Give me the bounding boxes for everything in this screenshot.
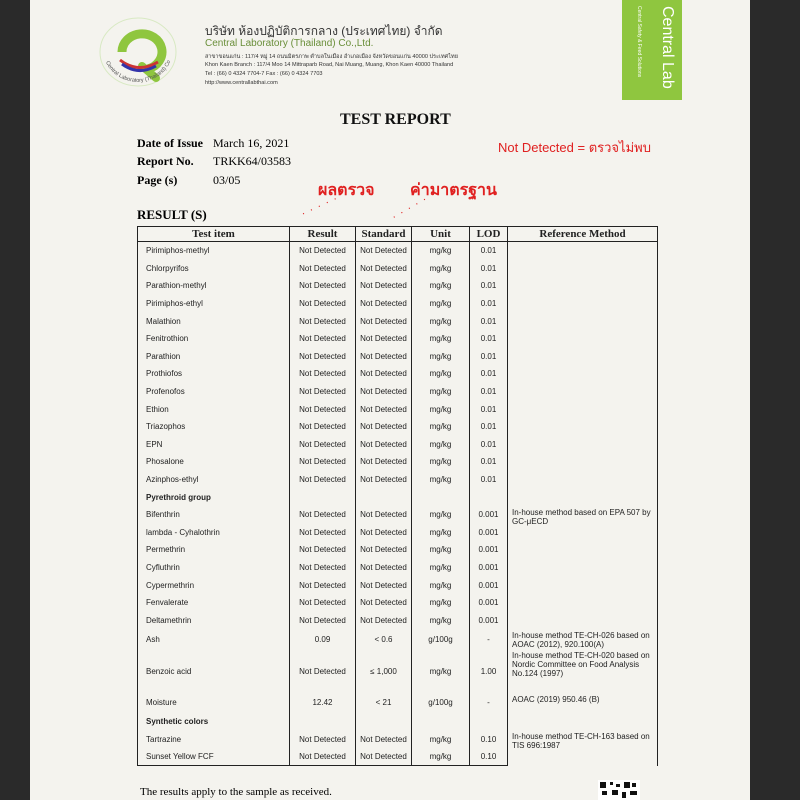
cell-unit: mg/kg (412, 730, 470, 748)
cell-standard: ≤ 1,000 (356, 649, 412, 693)
cell-test-item: Ethion (138, 400, 290, 418)
cell-lod: 0.01 (470, 348, 508, 366)
phone-fax: Tel : (66) 0 4324 7704-7 Fax : (66) 0 4324 7703 (205, 71, 323, 77)
cell-unit (412, 488, 470, 506)
cell-unit: mg/kg (412, 559, 470, 577)
cell-reference-method: In-house method TE-CH-163 based on TIS 696:1987 (508, 730, 658, 766)
cell-test-item: Synthetic colors (138, 713, 290, 731)
cell-unit: mg/kg (412, 436, 470, 454)
cell-standard: Not Detected (356, 524, 412, 542)
cell-lod: 0.10 (470, 730, 508, 748)
cell-unit: mg/kg (412, 524, 470, 542)
cell-standard: Not Detected (356, 730, 412, 748)
cell-result: Not Detected (290, 312, 356, 330)
cell-result: Not Detected (290, 611, 356, 629)
cell-result: Not Detected (290, 471, 356, 489)
cell-unit: mg/kg (412, 649, 470, 693)
cell-test-item: Cypermethrin (138, 576, 290, 594)
cell-unit: mg/kg (412, 576, 470, 594)
cell-test-item: Benzoic acid (138, 649, 290, 693)
cell-lod: 1.00 (470, 649, 508, 693)
cell-unit: g/100g (412, 629, 470, 649)
cell-result: Not Detected (290, 260, 356, 278)
cell-unit: mg/kg (412, 541, 470, 559)
cell-lod: 0.001 (470, 506, 508, 524)
cell-result: Not Detected (290, 594, 356, 612)
table-row (138, 730, 658, 748)
cell-lod: 0.01 (470, 365, 508, 383)
cell-test-item: Sunset Yellow FCF (138, 748, 290, 766)
cell-unit: mg/kg (412, 383, 470, 401)
table-row (138, 693, 658, 713)
cell-standard: Not Detected (356, 506, 412, 524)
cell-standard: Not Detected (356, 383, 412, 401)
footer-note: The results apply to the sample as received. (140, 786, 332, 798)
cell-standard: Not Detected (356, 242, 412, 260)
cell-unit: mg/kg (412, 348, 470, 366)
cell-test-item: Permethrin (138, 541, 290, 559)
annotation-standard: ค่ามาตรฐาน (410, 182, 497, 199)
cell-test-item: lambda - Cyhalothrin (138, 524, 290, 542)
cell-test-item: Azinphos-ethyl (138, 471, 290, 489)
cell-unit: mg/kg (412, 295, 470, 313)
cell-test-item: Malathion (138, 312, 290, 330)
cell-test-item: Profenofos (138, 383, 290, 401)
cell-lod: 0.01 (470, 330, 508, 348)
table-row (138, 649, 658, 693)
cell-test-item: Phosalone (138, 453, 290, 471)
cell-test-item: Parathion (138, 348, 290, 366)
cell-lod: 0.10 (470, 748, 508, 766)
cell-unit: mg/kg (412, 277, 470, 295)
cell-test-item: Cyfluthrin (138, 559, 290, 577)
cell-standard: Not Detected (356, 260, 412, 278)
cell-standard: Not Detected (356, 330, 412, 348)
cell-test-item: Chlorpyrifos (138, 260, 290, 278)
cell-standard: Not Detected (356, 418, 412, 436)
cell-result: Not Detected (290, 400, 356, 418)
cell-unit: mg/kg (412, 418, 470, 436)
cell-standard: Not Detected (356, 541, 412, 559)
cell-lod (470, 488, 508, 506)
cell-lod: 0.001 (470, 524, 508, 542)
cell-result: Not Detected (290, 436, 356, 454)
cell-lod: 0.001 (470, 541, 508, 559)
cell-reference-method (508, 242, 658, 506)
cell-lod: 0.01 (470, 471, 508, 489)
date-value: March 16, 2021 (213, 136, 290, 150)
cell-unit: mg/kg (412, 312, 470, 330)
cell-lod: 0.01 (470, 242, 508, 260)
cell-lod: 0.001 (470, 576, 508, 594)
cell-test-item: Ash (138, 629, 290, 649)
cell-unit: g/100g (412, 693, 470, 713)
company-name-en: Central Laboratory (Thailand) Co.,Ltd. (205, 38, 374, 49)
cell-result: Not Detected (290, 348, 356, 366)
header-lod: LOD (470, 227, 508, 242)
cell-lod: 0.01 (470, 277, 508, 295)
cell-test-item: Pyrethroid group (138, 488, 290, 506)
cell-test-item: Pirimiphos-methyl (138, 242, 290, 260)
cell-unit: mg/kg (412, 453, 470, 471)
cell-standard (356, 713, 412, 731)
cell-unit: mg/kg (412, 594, 470, 612)
cell-lod: 0.001 (470, 594, 508, 612)
header-result: Result (290, 227, 356, 242)
cell-lod: 0.01 (470, 400, 508, 418)
cell-standard: Not Detected (356, 559, 412, 577)
cell-test-item: Fenitrothion (138, 330, 290, 348)
cell-unit: mg/kg (412, 400, 470, 418)
annotation-result: ผลตรวจ (318, 182, 375, 199)
cell-standard: Not Detected (356, 453, 412, 471)
annotation-arrow-result: · · · · · (299, 192, 341, 220)
cell-standard: < 0.6 (356, 629, 412, 649)
cell-unit: mg/kg (412, 506, 470, 524)
cell-standard: < 21 (356, 693, 412, 713)
website-link[interactable]: http://www.centrallabthai.com (205, 80, 278, 86)
cell-unit: mg/kg (412, 365, 470, 383)
cell-test-item: Pirimiphos-ethyl (138, 295, 290, 313)
date-label: Date of Issue (137, 136, 203, 150)
cell-result: 0.09 (290, 629, 356, 649)
header-test-item: Test item (138, 227, 290, 242)
cell-result: Not Detected (290, 559, 356, 577)
logo-ring-text: Central Laboratory (Thailand) Co (104, 59, 173, 84)
qr-code-icon (598, 780, 640, 800)
cell-result: Not Detected (290, 506, 356, 524)
cell-unit: mg/kg (412, 242, 470, 260)
table-row (138, 242, 658, 260)
cell-standard: Not Detected (356, 400, 412, 418)
cell-result: Not Detected (290, 277, 356, 295)
cell-result: Not Detected (290, 649, 356, 693)
cell-result: Not Detected (290, 453, 356, 471)
cell-test-item: Triazophos (138, 418, 290, 436)
page-label: Page (s) (137, 173, 178, 187)
page-value: 03/05 (213, 173, 241, 187)
cell-standard: Not Detected (356, 295, 412, 313)
annotation-arrow-standard: · · · · · (389, 192, 430, 224)
cell-result: Not Detected (290, 576, 356, 594)
cell-lod: - (470, 629, 508, 649)
cell-lod: 0.01 (470, 453, 508, 471)
table-row (138, 629, 658, 649)
cell-result: Not Detected (290, 365, 356, 383)
cell-test-item: Parathion-methyl (138, 277, 290, 295)
table-header-row (138, 227, 658, 242)
cell-standard: Not Detected (356, 312, 412, 330)
cell-lod: 0.01 (470, 260, 508, 278)
cell-unit: mg/kg (412, 611, 470, 629)
cell-lod: 0.001 (470, 611, 508, 629)
cell-test-item: Fenvalerate (138, 594, 290, 612)
cell-unit: mg/kg (412, 748, 470, 766)
cell-lod: 0.01 (470, 295, 508, 313)
cell-standard: Not Detected (356, 748, 412, 766)
cell-result: Not Detected (290, 418, 356, 436)
cell-test-item: Deltamethrin (138, 611, 290, 629)
cell-result: Not Detected (290, 330, 356, 348)
results-table (137, 226, 658, 766)
cell-standard: Not Detected (356, 594, 412, 612)
cell-reference-method: In-house method TE-CH-020 based on Nordic Committee on Food Analysis No.124 (1997) (508, 649, 658, 693)
company-name-th: บริษัท ห้องปฏิบัติการกลาง (ประเทศไทย) จำกัด (205, 24, 443, 38)
cell-test-item: Bifenthrin (138, 506, 290, 524)
cell-lod: - (470, 693, 508, 713)
address-th: สาขาขอนแก่น : 117/4 หมู่ 14 ถนนมิตรภาพ ตำบลในเมือง อำเภอเมือง จังหวัดขอนแก่น 40000 ประเทศไทย (205, 54, 458, 60)
results-heading: RESULT (S) (137, 207, 207, 222)
cell-standard: Not Detected (356, 436, 412, 454)
address-en: Khon Kaen Branch : 117/4 Moo 14 Mittraparb Road, Nai Muang, Muang, Khon Kaen 40000 Thailand (205, 62, 454, 68)
header-reference-method: Reference Method (508, 227, 658, 242)
cell-result: Not Detected (290, 524, 356, 542)
cell-standard: Not Detected (356, 348, 412, 366)
cell-test-item: EPN (138, 436, 290, 454)
cell-standard: Not Detected (356, 611, 412, 629)
cell-result: Not Detected (290, 383, 356, 401)
cell-unit: mg/kg (412, 330, 470, 348)
cell-standard: Not Detected (356, 365, 412, 383)
cell-unit: mg/kg (412, 260, 470, 278)
cell-lod: 0.01 (470, 418, 508, 436)
brand-name: Central Lab (659, 6, 676, 89)
company-logo (92, 12, 184, 92)
report-no-label: Report No. (137, 154, 194, 168)
cell-reference-method: In-house method TE-CH-026 based on AOAC (2012), 920.100(A) (508, 629, 658, 649)
cell-lod: 0.01 (470, 312, 508, 330)
cell-result: Not Detected (290, 730, 356, 748)
cell-lod: 0.001 (470, 559, 508, 577)
cell-test-item: Prothiofos (138, 365, 290, 383)
cell-test-item: Tartrazine (138, 730, 290, 748)
cell-result: Not Detected (290, 295, 356, 313)
cell-reference-method: AOAC (2019) 950.46 (B) (508, 693, 658, 713)
report-title: TEST REPORT (340, 111, 451, 128)
cell-unit: mg/kg (412, 471, 470, 489)
cell-result (290, 488, 356, 506)
cell-result: Not Detected (290, 748, 356, 766)
cell-reference-method: In-house method based on EPA 507 by GC-μECD (508, 506, 658, 629)
not-detected-note: Not Detected = ตรวจไม่พบ (498, 140, 651, 155)
cell-test-item: Moisture (138, 693, 290, 713)
table-row (138, 713, 658, 731)
header-unit: Unit (412, 227, 470, 242)
table-row (138, 506, 658, 524)
cell-result (290, 713, 356, 731)
cell-standard: Not Detected (356, 277, 412, 295)
cell-result: 12.42 (290, 693, 356, 713)
cell-standard: Not Detected (356, 471, 412, 489)
cell-unit (412, 713, 470, 731)
cell-result: Not Detected (290, 242, 356, 260)
cell-standard (356, 488, 412, 506)
cell-lod: 0.01 (470, 436, 508, 454)
cell-lod (470, 713, 508, 731)
report-no-value: TRKK64/03583 (213, 154, 291, 168)
cell-lod: 0.01 (470, 383, 508, 401)
cell-result: Not Detected (290, 541, 356, 559)
header-standard: Standard (356, 227, 412, 242)
brand-subtitle: Central Safety & Feed Solutions (636, 6, 642, 78)
cell-reference-method (508, 713, 658, 731)
cell-standard: Not Detected (356, 576, 412, 594)
